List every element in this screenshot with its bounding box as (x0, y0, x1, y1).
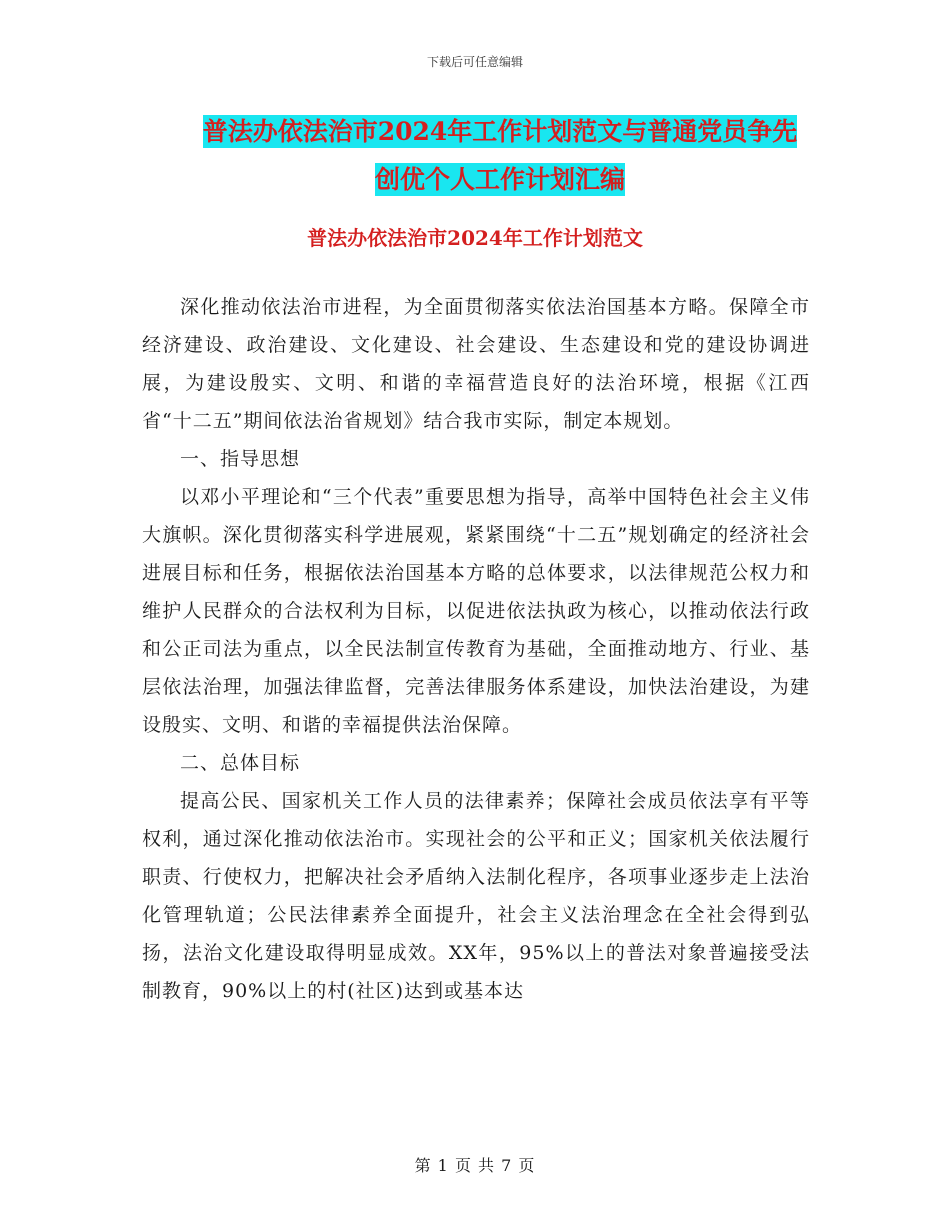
intro-paragraph: 深化推动依法治市进程，为全面贯彻落实依法治国基本方略。保障全市经济建设、政治建设、文化建设、社会建设、生态建设和党的建设协调进展，为建设殷实、文明、和谐的幸福营造良好的法治环境，根据《江西省“十二五”期间依法治省规划》结合我市实际，制定本规划。 (142, 296, 810, 432)
heading-overall-goals: 二、总体目标 (180, 752, 301, 774)
document-title-line-2: 创优个人工作计划汇编 (374, 165, 625, 194)
page-header-note: 下载后可任意编辑 (426, 55, 523, 69)
section-title: 普法办依法治市2024年工作计划范文 (307, 226, 643, 250)
document-title-line-1: 普法办依法治市2024年工作计划范文与普通党员争先 (202, 117, 798, 146)
heading-guiding-ideology: 一、指导思想 (180, 448, 301, 470)
document-title (180, 108, 820, 204)
document-body (142, 288, 810, 1010)
overall-goals-paragraph: 提高公民、国家机关工作人员的法律素养；保障社会成员依法享有平等权利，通过深化推动依法治市。实现社会的公平和正义；国家机关依法履行职责、行使权力，把解决社会矛盾纳入法制化程序，各项事业逐步走上法治化管理轨道；公民法律素养全面提升，社会主义法治理念在全社会得到弘扬，法治文化建设取得明显成效。XX年，95%以上的普法对象普遍接受法制教育，90%以上的村(社区)达到或基本达 (142, 790, 810, 1002)
guiding-ideology-paragraph: 以邓小平理论和“三个代表”重要思想为指导，高举中国特色社会主义伟大旗帜。深化贯彻落实科学进展观，紧紧围绕“十二五”规划确定的经济社会进展目标和任务，根据依法治国基本方略的总体要求，以法律规范公权力和维护人民群众的合法权利为目标，以促进依法执政为核心，以推动依法行政和公正司法为重点，以全民法制宣传教育为基础，全面推动地方、行业、基层依法治理，加强法律监督，完善法律服务体系建设，加快法治建设，为建设殷实、文明、和谐的幸福提供法治保障。 (142, 486, 810, 736)
page-number-footer: 第 1 页 共 7 页 (414, 1156, 536, 1175)
